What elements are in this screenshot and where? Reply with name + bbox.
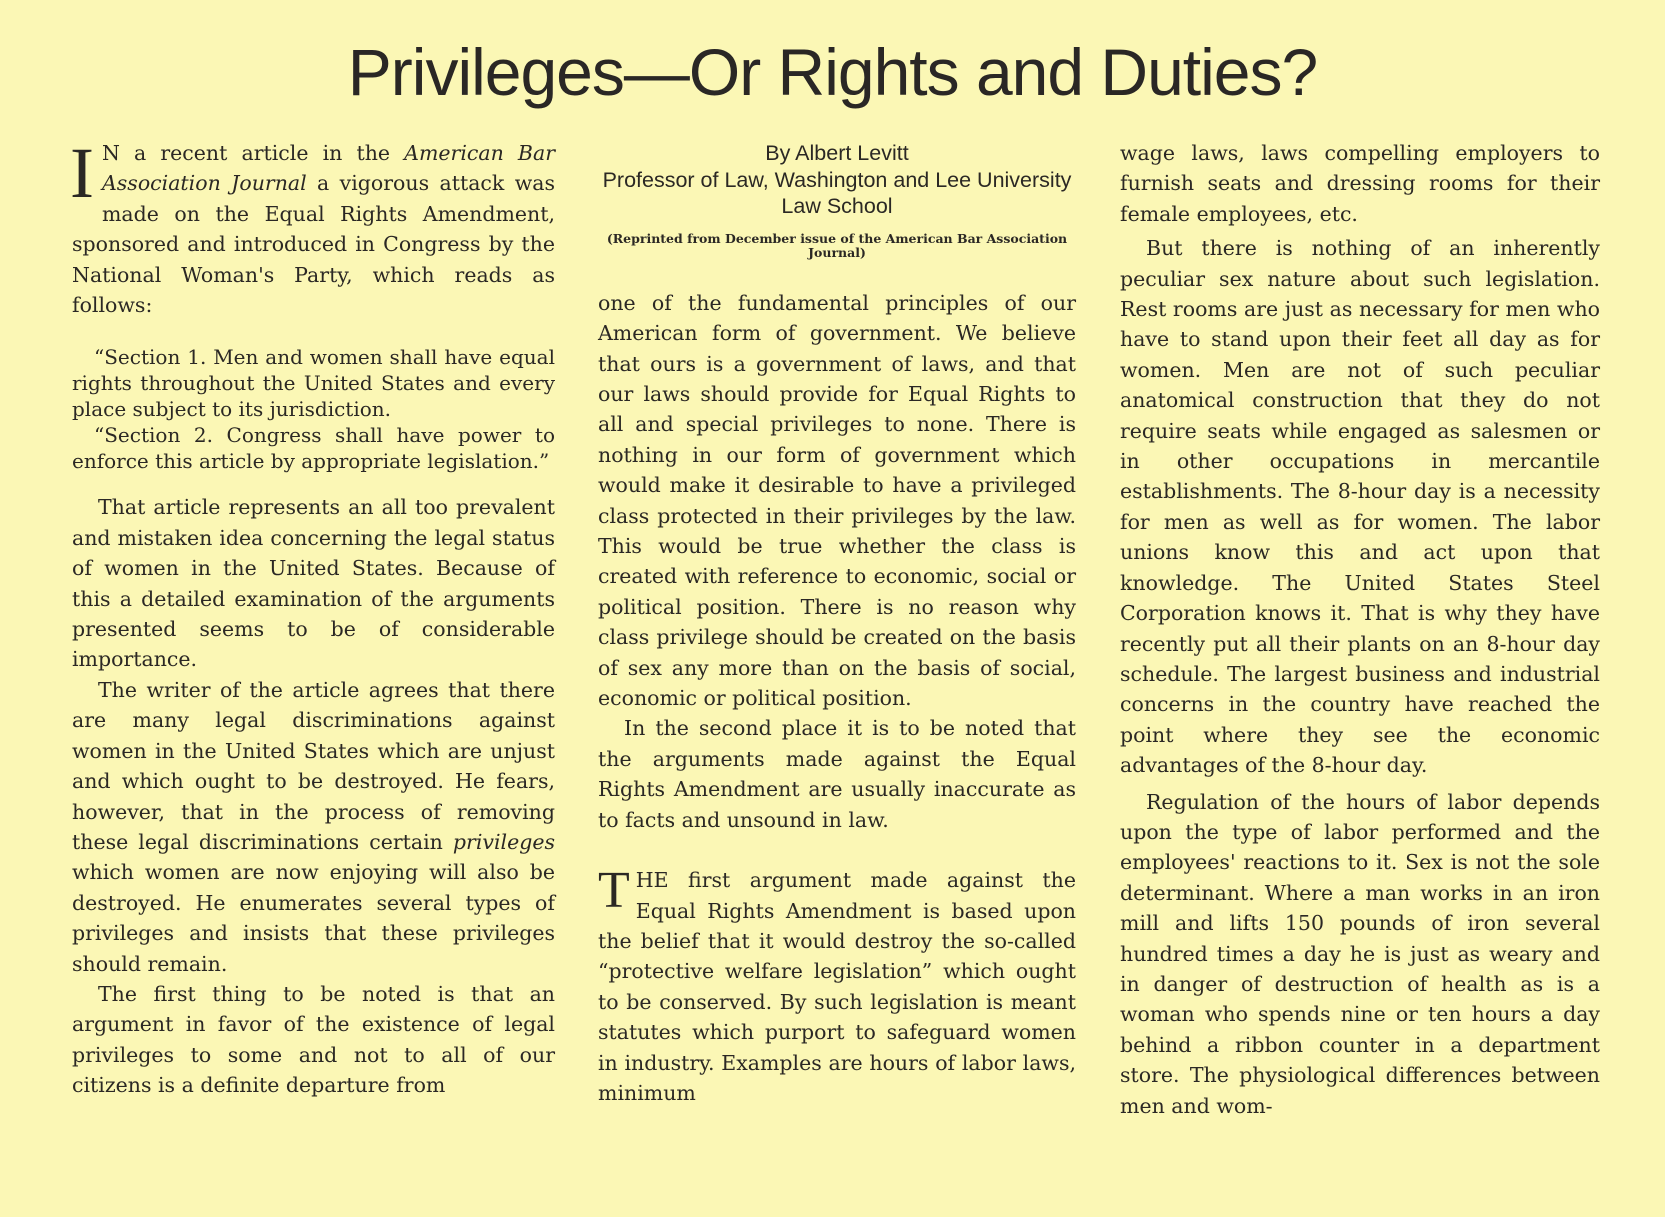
quote-section-2: “Section 2. Congress shall have power to enforce this article by appropriate legislation.”	[72, 423, 555, 474]
intro-text-cont: a vigorous attack was made on the Equal Rights Amendment, sponsored and introduced in Congress by the National Woman's Party, which reads as follows:	[72, 171, 555, 318]
emphasis-privileges: privileges	[452, 829, 555, 854]
author-role: Professor of Law, Washington and Lee University Law School	[602, 167, 1072, 219]
reprint-note: (Reprinted from December issue of the American Bar Association Journal)	[606, 230, 1068, 260]
paragraph: But there is nothing of an inherently peculiar sex nature about such legislation. Rest rooms are just as necessary for men who have to stand upon their feet all day as for women. Men are not of such peculiar anatomical construction that they do not require seats while engaged as salesmen or in other occupations in mercantile establishments. The 8-hour day is a necessity for men as well as for women. The labor unions know this and act upon that knowledge. The United States Steel Corporation knows it. That is why they have recently put all their plants on an 8-hour day schedule. The largest business and industrial concerns in the country have reached the point where they see the economic advantages of the 8-hour day.	[1120, 236, 1600, 778]
paragraph-text: The writer of the article agrees that there are many legal discriminations against women in the United States which are unjust and which ought to be destroyed. He fears, however, that in the process of removing these legal discriminations certain	[72, 677, 555, 854]
paragraph	[72, 675, 555, 979]
byline: By Albert Levitt	[765, 141, 909, 165]
drop-cap-t: T	[598, 862, 630, 920]
column-3	[1120, 138, 1600, 1121]
paragraph: wage laws, laws compelling employers to furnish seats and dressing rooms for their female employees, etc.	[1120, 141, 1600, 226]
paragraph: one of the fundamental principles of our American form of government. We believe that ours is a government of laws, and that our laws should provide for Equal Rights to all and special privileges to none. There is nothing in our form of government which would make it desirable to have a privileged class protected in their privileges by the law. This would be true whether the class is created with reference to economic, social or political position. There is no reason why class privilege should be created on the basis of sex any more than on the basis of social, economic or political position.	[598, 290, 1076, 711]
intro-paragraph	[70, 133, 555, 320]
section-text: HE first argument made against the Equal Rights Amendment is based upon the belief that it would destroy the so-called “protective welfare legislation” which ought to be conserved. By such legislation is meant statutes which purport to safeguard women in industry. Examples are hours of labor laws, minimum	[598, 868, 1076, 1105]
paragraph: In the second place it is to be noted that the arguments made against the Equal Rights Amendment are usually inaccurate as to facts and unsound in law.	[598, 716, 1076, 832]
intro-text: N a recent article in the	[101, 141, 405, 165]
paragraph-text-cont: which women are now enjoying will also be destroyed. He enumerates several types of privileges and insists that these privileges should remain.	[72, 860, 555, 976]
paragraph: Regulation of the hours of labor depends upon the type of labor performed and the employees' reactions to it. Sex is not the sole determinant. Where a man works in an iron mill and lifts 150 pounds of iron several hundred times a day he is just as weary and in danger of destruction of health as is a woman who spends nine or ten hours a day behind a ribbon counter in a department store. The physiological differences between men and wom-	[1120, 789, 1600, 1118]
amendment-quote	[72, 344, 555, 474]
quote-section-1: “Section 1. Men and women shall have equal rights throughout the United States and every place subject to its jurisdiction.	[72, 345, 555, 422]
section-paragraph	[598, 862, 1076, 1108]
paragraph: That article represents an all too prevalent and mistaken idea concerning the legal status of women in the United States. Because of this a detailed examination of the arguments presented seems to be of considerable importance.	[72, 495, 555, 672]
paragraph: The first thing to be noted is that an argument in favor of the existence of legal privileges to some and not to all of our citizens is a definite departure from	[72, 981, 555, 1098]
column-2	[598, 140, 1076, 1108]
article-title: Privileges—Or Rights and Duties?	[347, 35, 1318, 109]
journal-name: American Bar Association Journal	[101, 141, 555, 196]
drop-cap: I	[70, 133, 94, 213]
column-1	[70, 133, 555, 1101]
